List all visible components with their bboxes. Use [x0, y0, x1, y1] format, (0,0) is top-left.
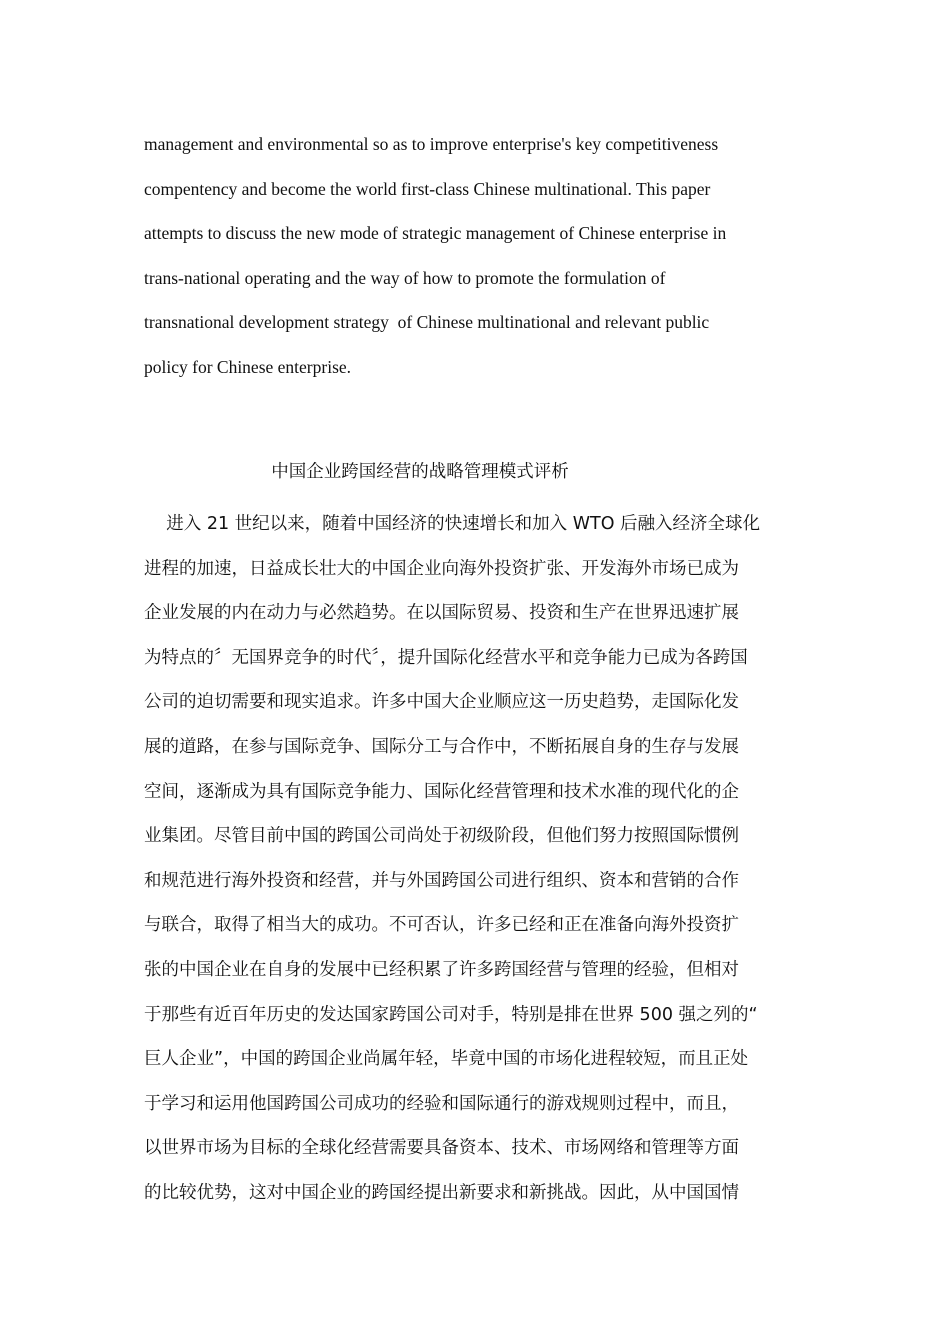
body-line: 为特点的〞无国界竞争的时代〞，提升国际化经营水平和竞争能力已成为各跨国: [144, 647, 748, 668]
body-line: 以世界市场为目标的全球化经营需要具备资本、技术、市场网络和管理等方面: [144, 1138, 739, 1159]
body-line: 与联合，取得了相当大的成功。不可否认，许多已经和正在准备向海外投资扩: [144, 915, 739, 936]
abstract-line: attempts to discuss the new mode of strategic management of Chinese enterprise in: [144, 223, 727, 244]
abstract-line: policy for Chinese enterprise.: [144, 356, 352, 377]
body-line: 展的道路，在参与国际竞争、国际分工与合作中，不断拓展自身的生存与发展: [144, 736, 739, 757]
body-line: 业集团。尽管目前中国的跨国公司尚处于初级阶段，但他们努力按照国际惯例: [144, 826, 739, 847]
body-line: 的比较优势，这对中国企业的跨国经提出新要求和新挑战。因此，从中国国情: [144, 1182, 739, 1203]
body-line: 于那些有近百年历史的发达国家跨国公司对手，特别是排在世界 500 强之列的“: [144, 1004, 758, 1025]
body-line: 张的中国企业在自身的发展中已经积累了许多跨国经营与管理的经验，但相对: [144, 959, 739, 980]
abstract-line: trans-national operating and the way of how to promote the formulation of: [144, 267, 666, 288]
body-line: 进入 21 世纪以来，随着中国经济的快速增长和加入 WTO 后融入经济全球化: [144, 514, 761, 534]
body-line: 于学习和运用他国跨国公司成功的经验和国际通行的游戏规则过程中，而且，: [144, 1093, 739, 1114]
body-line: 和规范进行海外投资和经营，并与外国跨国公司进行组织、资本和营销的合作: [144, 870, 739, 891]
english-abstract: [144, 122, 824, 390]
body-line: 公司的迫切需要和现实追求。许多中国大企业顺应这一历史趋势，走国际化发: [144, 692, 739, 713]
abstract-line: transnational development strategy of Chinese multinational and relevant public: [144, 312, 710, 333]
section-title: 中国企业跨国经营的战略管理模式评析: [271, 462, 569, 482]
chinese-body-paragraph: [144, 502, 844, 1216]
body-line: 空间，逐渐成为具有国际竞争能力、国际化经营管理和技术水准的现代化的企: [144, 781, 739, 802]
abstract-line: management and environmental so as to improve enterprise's key competitiveness: [144, 134, 719, 154]
abstract-line: compentency and become the world first-class Chinese multinational. This paper: [144, 178, 711, 199]
body-line: 巨人企业”，中国的跨国企业尚属年轻，毕竟中国的市场化进程较短，而且正处: [144, 1049, 749, 1070]
body-line: 进程的加速，日益成长壮大的中国企业向海外投资扩张、开发海外市场已成为: [144, 558, 739, 579]
body-line: 企业发展的内在动力与必然趋势。在以国际贸易、投资和生产在世界迅速扩展: [144, 603, 739, 624]
